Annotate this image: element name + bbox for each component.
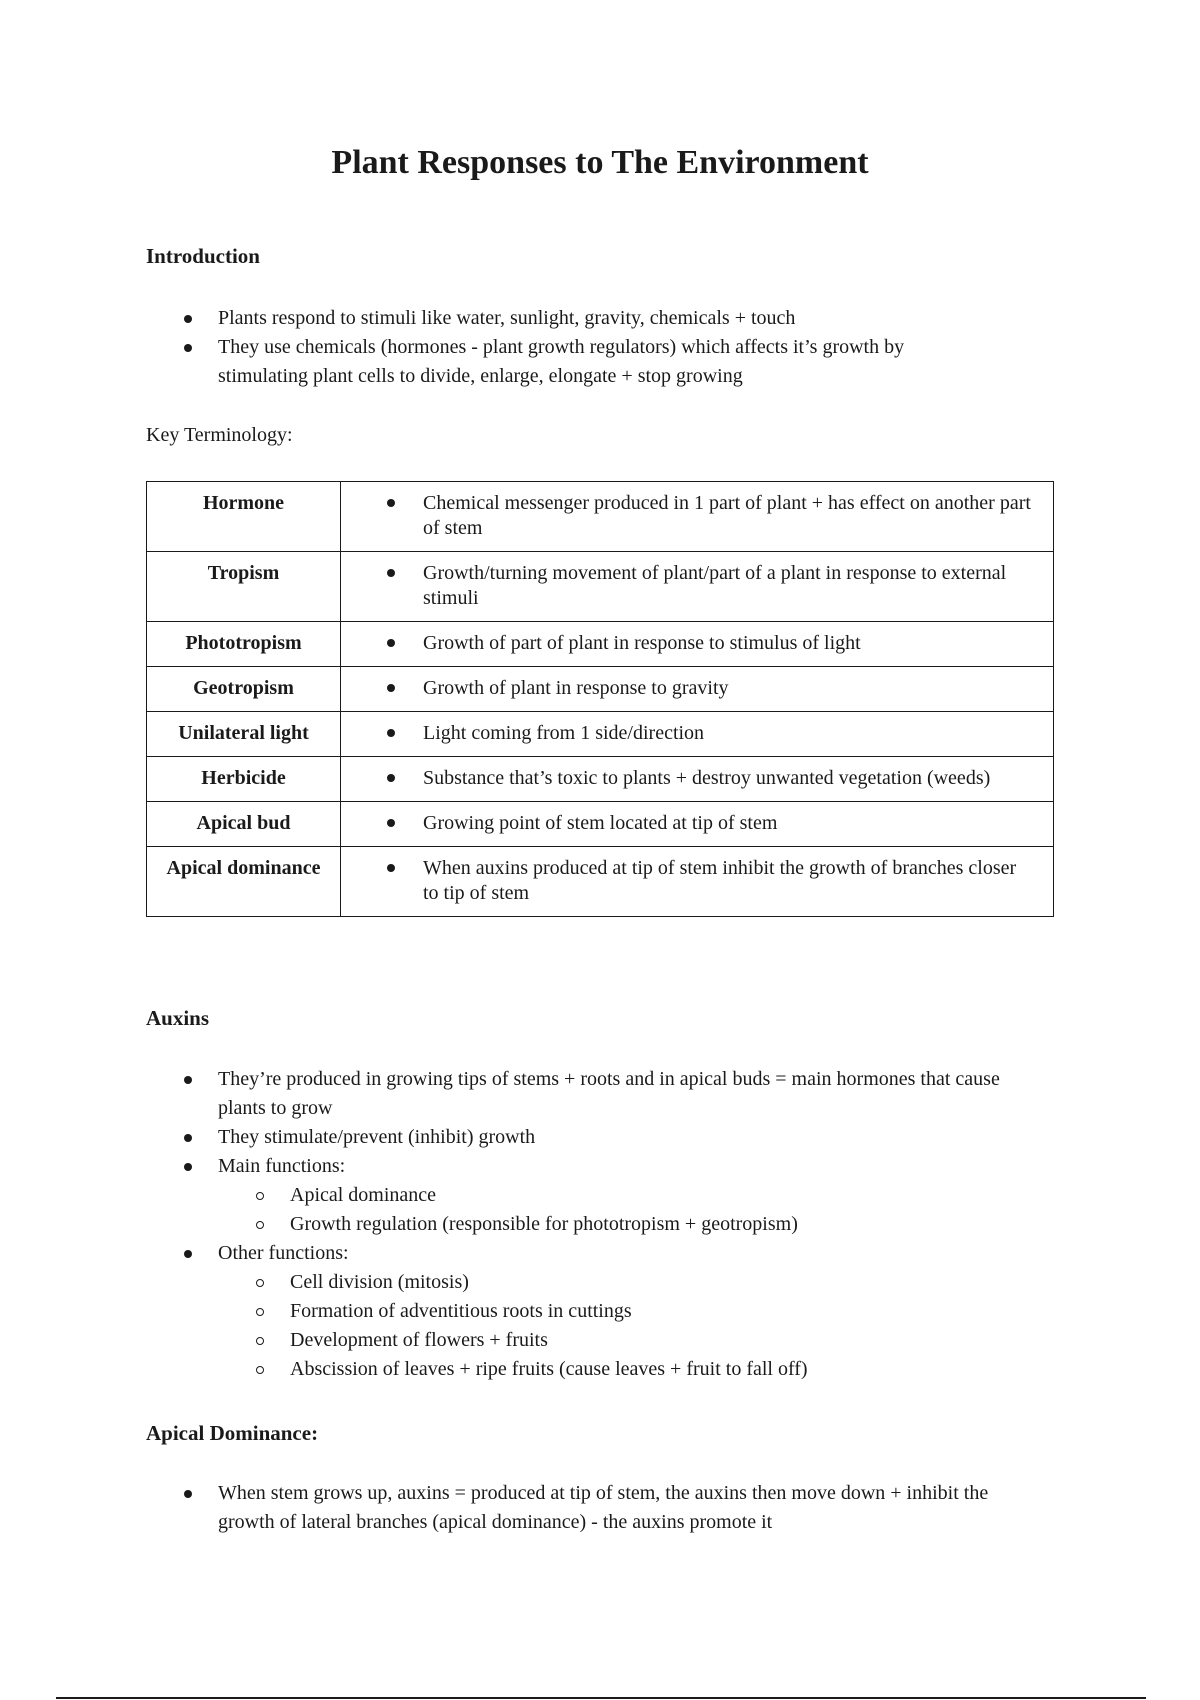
table-row [147,712,1054,757]
list-item [146,1152,1066,1239]
other-functions-label: Other functions: [218,1242,349,1264]
page-bottom-rule [56,1697,1146,1699]
term-cell: Unilateral light [147,712,341,757]
apical-dominance-heading: Apical Dominance: [146,1421,319,1445]
table-row [147,482,1054,552]
term-cell: Phototropism [147,622,341,667]
definition-cell: Growth/turning movement of plant/part of a plant in response to external stimuli [341,552,1054,622]
introduction-list [146,304,1066,391]
definition-cell: Light coming from 1 side/direction [341,712,1054,757]
list-item: Apical dominance [218,1181,1066,1210]
list-item: When stem grows up, auxins = produced at tip of stem, the auxins then move down + inhibit the growth of lateral branches (apical dominance) - the auxins promote it [146,1479,1066,1537]
table-row [147,802,1054,847]
term-cell: Apical bud [147,802,341,847]
term-cell: Apical dominance [147,847,341,917]
definition-cell: Substance that’s toxic to plants + destroy unwanted vegetation (weeds) [341,757,1054,802]
table-row [147,552,1054,622]
term-cell: Herbicide [147,757,341,802]
list-item: They stimulate/prevent (inhibit) growth [146,1123,1066,1152]
list-item: Growth regulation (responsible for phototropism + geotropism) [218,1210,1066,1239]
auxins-list [146,1065,1066,1384]
definition-cell: Chemical messenger produced in 1 part of plant + has effect on another part of stem [341,482,1054,552]
table-row [147,667,1054,712]
list-item: They use chemicals (hormones - plant growth regulators) which affects it’s growth by stimulating plant cells to divide, enlarge, elongate + stop growing [146,333,1066,391]
table-row [147,847,1054,917]
definition-cell: When auxins produced at tip of stem inhibit the growth of branches closer to tip of stem [341,847,1054,917]
list-item: Cell division (mitosis) [218,1268,1066,1297]
definition-cell: Growth of part of plant in response to stimulus of light [341,622,1054,667]
definition-cell: Growth of plant in response to gravity [341,667,1054,712]
list-item [146,1239,1066,1384]
term-cell: Geotropism [147,667,341,712]
table-row [147,757,1054,802]
key-terminology-label: Key Terminology: [146,424,293,446]
list-item: Abscission of leaves + ripe fruits (cause leaves + fruit to fall off) [218,1355,1066,1384]
apical-dominance-list [146,1479,1066,1537]
list-item: Formation of adventitious roots in cuttings [218,1297,1066,1326]
page-title: Plant Responses to The Environment [331,144,869,181]
term-cell: Hormone [147,482,341,552]
term-cell: Tropism [147,552,341,622]
main-functions-label: Main functions: [218,1155,346,1177]
table-row [147,622,1054,667]
list-item: They’re produced in growing tips of stems + roots and in apical buds = main hormones that cause plants to grow [146,1065,1066,1123]
auxins-heading: Auxins [146,1006,210,1030]
definition-cell: Growing point of stem located at tip of stem [341,802,1054,847]
list-item: Development of flowers + fruits [218,1326,1066,1355]
terminology-table [146,481,1054,917]
list-item: Plants respond to stimuli like water, sunlight, gravity, chemicals + touch [146,304,1066,333]
main-functions-list [218,1181,1066,1239]
other-functions-list [218,1268,1066,1384]
introduction-heading: Introduction [146,244,260,268]
